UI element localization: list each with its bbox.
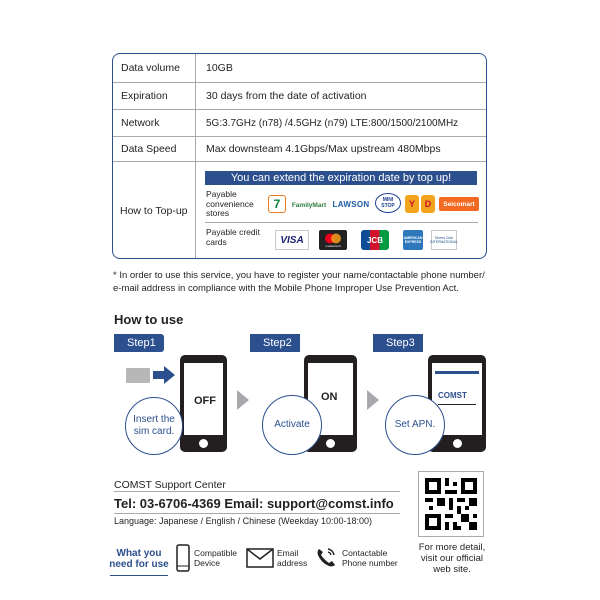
spec-row-data-speed xyxy=(113,137,486,162)
amex-logo xyxy=(403,230,423,250)
divider xyxy=(110,575,168,576)
spec-label: How to Top-up xyxy=(113,162,196,259)
spec-label: Expiration xyxy=(113,83,196,109)
screen-off-label: OFF xyxy=(194,395,216,407)
support-center-title: COMST Support Center xyxy=(114,479,226,491)
visa-logo xyxy=(275,230,309,250)
spec-label: Network xyxy=(113,110,196,136)
app-header-bar xyxy=(435,371,479,374)
home-button-icon xyxy=(199,439,208,448)
arrow-right-icon xyxy=(153,366,175,384)
spec-label: Data Speed xyxy=(113,137,196,161)
chevron-right-icon xyxy=(367,390,379,410)
ministop-logo-text: MINI STOP xyxy=(381,197,395,209)
smartphone-icon xyxy=(176,544,190,572)
phone-call-icon xyxy=(315,546,337,568)
qr-code-icon xyxy=(418,471,484,537)
step3-tab xyxy=(373,334,423,352)
topup-banner: You can extend the expiration date by top up! xyxy=(205,171,477,185)
need-contactable-phone-number: Contactable Phone number xyxy=(342,548,398,568)
spec-value: 5G:3.7GHz (n78) /4.5GHz (n79) LTE:800/1500/2100MHz xyxy=(206,117,459,129)
visa-logo-text: VISA xyxy=(280,234,304,246)
envelope-icon xyxy=(246,548,274,568)
mastercard-circles-icon xyxy=(323,233,343,244)
lawson-logo xyxy=(331,199,371,210)
credit-cards-label: Payable credit cards xyxy=(206,227,260,247)
seicomart-logo xyxy=(439,197,479,211)
divider xyxy=(114,513,400,514)
step1-tab-label: Step1 xyxy=(127,337,156,349)
mastercard-logo-text: mastercard xyxy=(325,243,341,248)
support-language: Language: Japanese / English / Chinese (Weekday 10:00-18:00) xyxy=(114,516,373,526)
what-you-need-title: What you need for use xyxy=(109,548,169,570)
mastercard-logo xyxy=(319,230,347,250)
divider xyxy=(205,222,478,223)
daily-yamazaki-logo-text: Y xyxy=(408,199,415,209)
daily-logo xyxy=(421,195,435,213)
need-email-address: Email address xyxy=(277,548,308,568)
spec-row-data-volume xyxy=(113,54,486,83)
seven-eleven-logo xyxy=(268,195,286,213)
step1-tab xyxy=(114,334,164,352)
app-screen-label: COMST xyxy=(438,391,467,400)
daily-logo-text: D xyxy=(424,199,432,209)
step3-circle: Set APN. xyxy=(385,395,445,455)
spec-table xyxy=(112,53,487,259)
daily-yamazaki-logo xyxy=(405,195,419,213)
step1-circle: Insert the sim card. xyxy=(125,397,183,455)
jcb-logo xyxy=(361,230,389,250)
step2-circle: Activate xyxy=(262,395,322,455)
diners-club-logo xyxy=(431,230,457,250)
need-compatible-device: Compatible Device xyxy=(194,548,237,568)
spec-value: 10GB xyxy=(206,62,233,74)
step2-tab-label: Step2 xyxy=(263,337,292,349)
seicomart-logo-text: Seicomart xyxy=(443,200,475,208)
familymart-logo xyxy=(291,200,327,210)
familymart-logo-text: FamilyMart xyxy=(291,201,327,209)
sim-card-icon xyxy=(126,368,150,383)
howto-title: How to use xyxy=(114,312,184,327)
chevron-right-icon xyxy=(237,390,249,410)
amex-logo-text: AMERICAN EXPRESS xyxy=(403,236,423,244)
ministop-logo xyxy=(375,193,401,213)
home-button-icon xyxy=(453,439,462,448)
web-site-note: For more detail, visit our official web site. xyxy=(418,542,486,575)
spec-label: Data volume xyxy=(113,54,196,82)
screen-on-label: ON xyxy=(321,391,338,403)
step3-tab-label: Step3 xyxy=(386,337,415,349)
support-contact: Tel: 03-6706-4369 Email: support@comst.info xyxy=(114,496,394,511)
spec-value: 30 days from the date of activation xyxy=(206,90,367,102)
spec-row-expiration xyxy=(113,83,486,110)
lawson-logo-text: LAWSON xyxy=(332,200,370,209)
diners-club-logo-text: Diners Club INTERNATIONAL xyxy=(430,236,458,244)
spec-value: Max downsteam 4.1Gbps/Max upstream 480Mbps xyxy=(206,143,441,155)
home-button-icon xyxy=(326,439,335,448)
seven-eleven-logo-text: 7 xyxy=(273,197,281,211)
registration-note: * In order to use this service, you have to register your name/contactable phone number/ e-mail address in compliance with the Mobile Phone Improper Use Prevention Act. xyxy=(113,270,485,294)
convenience-stores-label: Payable convenience stores xyxy=(206,189,254,218)
app-underline xyxy=(438,404,476,405)
jcb-logo-text: JCB xyxy=(366,235,383,245)
spec-row-network xyxy=(113,110,486,137)
step2-tab xyxy=(250,334,300,352)
divider xyxy=(114,491,400,492)
